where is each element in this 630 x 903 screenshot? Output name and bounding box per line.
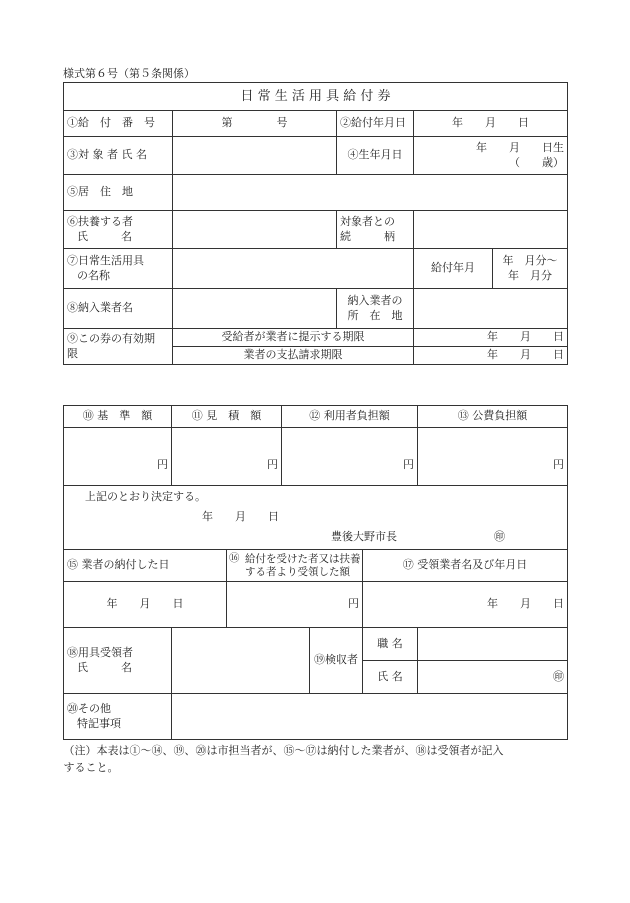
equipment-name-label [64,249,173,289]
relationship-label [337,211,414,249]
note-block [64,740,568,778]
grant-month-line2: 年 月分 [508,268,553,282]
user-burden-value: 円 [282,428,418,486]
remarks-label [64,694,172,740]
inspector-label: ⑲検収者 [310,628,363,694]
validity-claim-date: 年 月 日 [414,347,568,365]
relationship-value [414,211,568,249]
receipt-vendor-header: ⑰ 受領業者名及び年月日 [363,550,568,582]
guardian-label-line1: ⑥扶養する者 [67,214,133,228]
birthdate-line1: 年 月 日生 [476,140,565,154]
delivery-date-header: ⑮ 業者の納付した日 [64,550,227,582]
receipt-vendor-value: 年 月 日 [363,582,568,628]
equipment-label-line1: ⑦日常生活用具 [67,253,144,267]
received-amount-line2: する者より受領した額 [245,565,350,578]
remarks-label-line1: ⑳その他 [67,701,111,715]
birthdate-label: ④生年月日 [337,137,414,175]
delivery-date-value: 年 月 日 [64,582,227,628]
base-amount-value: 円 [64,428,172,486]
relationship-label-line1: 対象者との [340,214,395,228]
inspector-seal: ㊞ [418,661,568,694]
guardian-name-value [173,211,337,249]
receiver-label-line2: 氏 名 [77,660,132,674]
relationship-label-line2: 続 柄 [340,229,395,243]
received-amount-line1: 給付を受けた者又は扶養 [245,553,361,566]
birthdate-value [414,137,568,175]
estimate-header: ⑪ 見 積 額 [172,406,282,428]
equipment-label-line2: の名称 [77,268,110,282]
inspector-post-label: 職 名 [363,628,418,661]
grant-month-line1: 年 月分～ [502,253,558,267]
decision-text: 上記のとおり決定する。 [85,490,206,503]
vendor-name-value [173,289,337,329]
validity-present-date: 年 月 日 [414,329,568,347]
equipment-name-value [173,249,414,289]
birthdate-line2: （ 歳） [509,155,565,169]
subject-name-value [173,137,337,175]
vendor-address-line1: 納入業者の [347,293,403,307]
note-line1: （注）本表は①～⑭、⑲、⑳は市担当者が、⑮～⑰は納付した業者が、⑱は受領者が記入 [63,744,504,757]
receiver-name-value [172,628,310,694]
received-amount-value: 円 [227,582,363,628]
mayor-label: 豊後大野市長 [331,530,397,543]
grant-date-value: 年 月 日 [414,111,568,137]
remarks-label-line2: 特記事項 [77,716,121,730]
received-amount-header [227,550,363,582]
validity-label-line2: 限 [67,346,78,360]
base-amount-header: ⑩ 基 準 額 [64,406,172,428]
inspector-post-value [418,628,568,661]
validity-label-line1: ⑨この券の有効期 [67,331,155,345]
note-line2: すること。 [63,761,119,775]
decision-block [64,486,568,550]
mayor-seal: ㊞ [494,530,505,543]
vendor-address-label [337,289,414,329]
vendor-name-label: ⑧納入業者名 [64,289,173,329]
grant-month-value [493,249,568,289]
grant-month-label: 給付年月 [414,249,493,289]
estimate-value: 円 [172,428,282,486]
validity-present-label: 受給者が業者に提示する期限 [173,329,414,347]
vendor-address-line2: 所 在 地 [347,308,403,322]
receiver-name-label [64,628,172,694]
vendor-address-value [414,289,568,329]
subject-name-label: ③対 象 者 氏 名 [64,137,173,175]
guardian-label-line2: 氏 名 [77,229,132,243]
validity-label [64,329,173,365]
received-amount-number: ⑯ [229,552,240,564]
amount-table [63,405,568,778]
form-number-label: 様式第６号（第５条関係） [63,67,195,80]
public-burden-header: ⑬ 公費負担額 [418,406,568,428]
receiver-label-line1: ⑱用具受領者 [67,645,133,659]
address-value [173,175,568,211]
user-burden-header: ⑫ 利用者負担額 [282,406,418,428]
inspector-name-label: 氏 名 [363,661,418,694]
grant-number-label: ①給 付 番 号 [64,111,173,137]
grant-date-label: ②給付年月日 [337,111,414,137]
validity-claim-label: 業者の支払請求期限 [173,347,414,365]
public-burden-value: 円 [418,428,568,486]
voucher-table [63,82,568,365]
guardian-name-label [64,211,173,249]
remarks-value [172,694,568,740]
address-label: ⑤居 住 地 [64,175,173,211]
voucher-title: 日 常 生 活 用 具 給 付 券 [64,83,568,111]
decision-date: 年 月 日 [202,510,279,523]
grant-number-value: 第 号 [173,111,337,137]
